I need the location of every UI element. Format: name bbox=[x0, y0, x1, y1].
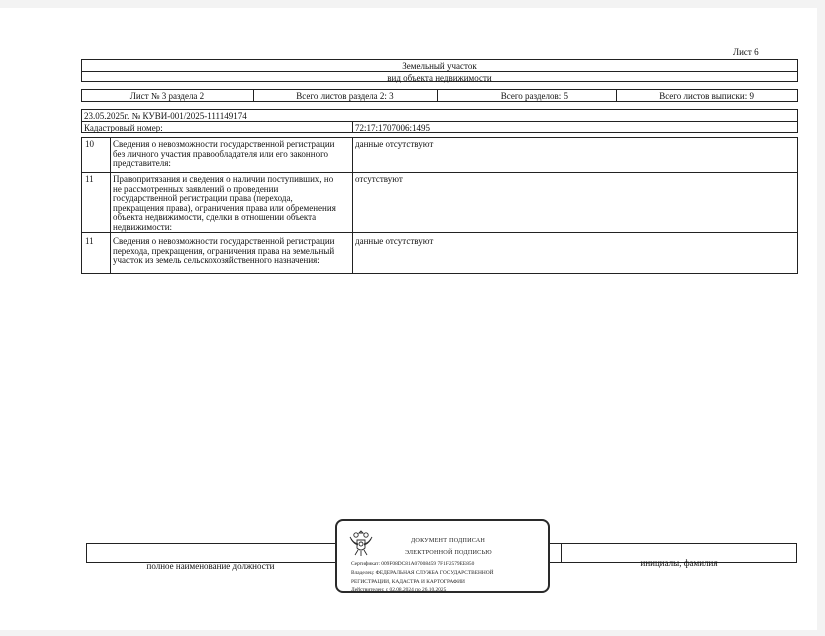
stamp-owner-line1: Владелец: ФЕДЕРАЛЬНАЯ СЛУЖБА ГОСУДАРСТВЕННОЙ bbox=[351, 570, 494, 576]
table-row-number: 11 bbox=[85, 236, 94, 246]
stamp-owner-line2: РЕГИСТРАЦИИ, КАДАСТРА И КАРТОГРАФИИ bbox=[351, 579, 465, 585]
sheet-of-section: Лист № 3 раздела 2 bbox=[129, 91, 205, 101]
stamp-title-line2: ЭЛЕКТРОННОЙ ПОДПИСЬЮ bbox=[405, 549, 492, 556]
table-row-number: 11 bbox=[85, 174, 94, 184]
table-row-description: Сведения о невозможности государственной регистрации без личного участия правообладателя или его законного представителя: bbox=[113, 139, 335, 169]
stamp-certificate: Сертификат: 009F08DC81A07008459 7F1F2579EE850 bbox=[351, 561, 475, 567]
electronic-signature-stamp bbox=[335, 519, 550, 593]
initials-caption: инициалы, фамилия bbox=[640, 558, 718, 568]
stamp-validity: Действителен: с 02.08.2024 по 26.10.2025 bbox=[351, 587, 447, 593]
cadastral-label: Кадастровый номер: bbox=[84, 123, 163, 133]
table-row-number: 10 bbox=[85, 139, 94, 149]
stamp-title-line1: ДОКУМЕНТ ПОДПИСАН bbox=[411, 537, 486, 544]
sections-total: Всего разделов: 5 bbox=[500, 91, 568, 101]
sheets-in-section: Всего листов раздела 2: 3 bbox=[296, 91, 394, 101]
double-headed-eagle-icon bbox=[347, 528, 375, 558]
table-row-value: данные отсутствуют bbox=[355, 139, 434, 149]
object-name: Земельный участок bbox=[402, 61, 477, 71]
table-row-value: отсутствуют bbox=[355, 174, 403, 184]
table-row-description: Сведения о невозможности государственной регистрации перехода, прекращения, ограничения права на земельный участок из земель сельскохозяйственного назначения: bbox=[113, 236, 335, 266]
cadastral-number: 72:17:1707006:1495 bbox=[355, 123, 431, 133]
position-caption: полное наименование должности bbox=[146, 561, 275, 571]
table-row-description: Правопритязания и сведения о наличии поступивших, но не рассмотренных заявлений о проведении государственной регистрации права (перехода, прекращения права), ограничения права или обременения объекта недвижимости, сделки в отношении объекта недвижимости: bbox=[113, 174, 336, 232]
document-sheet bbox=[0, 8, 817, 630]
object-type-caption: вид объекта недвижимости bbox=[387, 73, 492, 83]
table-row-value: данные отсутствуют bbox=[355, 236, 434, 246]
extract-sheets-total: Всего листов выписки: 9 bbox=[659, 91, 754, 101]
date-and-number: 23.05.2025г. № КУВИ-001/2025-111149174 bbox=[84, 111, 247, 121]
sheet-number: Лист 6 bbox=[733, 47, 759, 57]
